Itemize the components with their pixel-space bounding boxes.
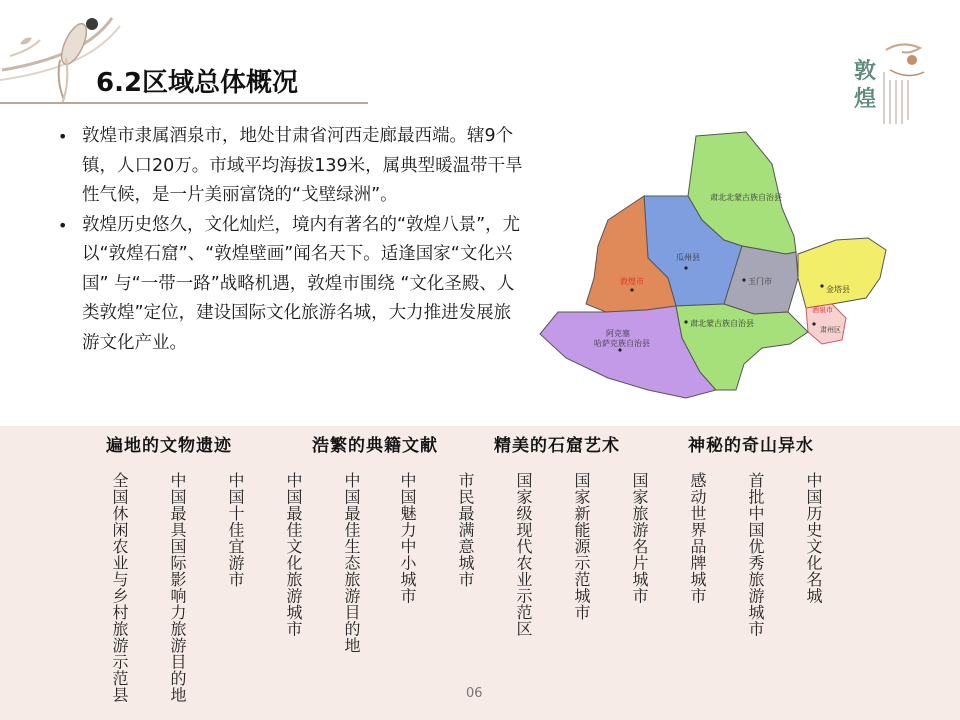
title-underline xyxy=(0,102,368,104)
honor-item: 国家新能源示范城市 xyxy=(572,472,591,621)
map-region-jinta xyxy=(798,238,886,308)
map-point-yumen xyxy=(742,278,745,281)
map-point-jinta xyxy=(820,284,823,287)
honor-item: 国家旅游名片城市 xyxy=(630,472,649,604)
honor-item: 中国最佳生态旅游目的地 xyxy=(342,472,361,654)
bullet-dot-icon: • xyxy=(58,127,68,146)
intro-bullet-text: 敦煌市隶属酒泉市，地处甘肃省河西走廊最西端。辖9个镇，人口20万。市域平均海拔139米，属典型暖温带干旱性气候，是一片美丽富饶的“戈壁绿洲”。 xyxy=(82,126,523,205)
map-point-akesai xyxy=(618,348,621,351)
honor-item: 感动世界品牌城市 xyxy=(688,472,707,604)
honor-item: 中国最具国际影响力旅游目的地 xyxy=(168,472,187,703)
page-number: 06 xyxy=(466,686,483,701)
intro-bullet xyxy=(58,211,528,359)
category-heading: 精美的石窟艺术 xyxy=(494,436,620,456)
intro-bullet xyxy=(58,122,528,211)
bullet-dot-icon: • xyxy=(58,215,68,235)
honor-item: 中国魅力中小城市 xyxy=(398,472,417,604)
map-label-akesai-2: 哈萨克族自治县 xyxy=(594,339,650,348)
map-point-guazhou xyxy=(684,266,687,269)
category-heading: 神秘的奇山异水 xyxy=(688,436,814,456)
intro-bullet-list xyxy=(58,122,528,358)
map-label-suzhou: 肃州区 xyxy=(820,326,841,334)
map-label-subei-north: 肃北北蒙古族自治县 xyxy=(710,193,782,202)
map-label-yumen: 玉门市 xyxy=(748,277,772,286)
map-label-guazhou: 瓜州县 xyxy=(676,253,700,262)
honor-item: 中国十佳宜游市 xyxy=(226,472,245,588)
map-point-jiuquan xyxy=(812,322,815,325)
map-point-dunhuang xyxy=(630,288,633,291)
category-heading: 浩繁的典籍文献 xyxy=(312,436,438,456)
svg-text:敦: 敦 xyxy=(854,58,877,84)
map-label-akesai-1: 阿克塞 xyxy=(606,329,630,338)
map-label-subei-south: 肃北蒙古族自治县 xyxy=(690,319,754,328)
intro-bullet-text: 敦煌历史悠久，文化灿烂，境内有著名的“敦煌八景”，尤以“敦煌石窟”、“敦煌壁画”闻名天下。适逢国家“文化兴国” 与“一带一路”战略机遇，敦煌市围绕 “文化圣殿、人类敦煌”定位，建设国际文化旅游名城，大力推进发展旅游文化产业。 xyxy=(82,214,521,353)
region-map xyxy=(536,128,892,410)
map-label-jinta: 金塔县 xyxy=(826,285,850,294)
page-title: 6.2区域总体概况 xyxy=(96,68,299,98)
honor-item: 中国历史文化名城 xyxy=(804,472,823,604)
honor-item: 国家级现代农业示范区 xyxy=(514,472,533,637)
honor-item: 首批中国优秀旅游城市 xyxy=(746,472,765,637)
map-label-jiuquan: 酒泉市 xyxy=(812,306,833,314)
map-point-subei-south xyxy=(684,320,687,323)
svg-text:煌: 煌 xyxy=(854,86,877,112)
honor-item: 市民最满意城市 xyxy=(456,472,475,588)
honor-item: 全国休闲农业与乡村旅游示范县 xyxy=(110,472,129,703)
category-heading: 遍地的文物遗迹 xyxy=(106,436,232,456)
dunhuang-logo xyxy=(850,40,930,130)
honor-item: 中国最佳文化旅游城市 xyxy=(284,472,303,637)
map-label-dunhuang: 敦煌市 xyxy=(620,277,644,286)
